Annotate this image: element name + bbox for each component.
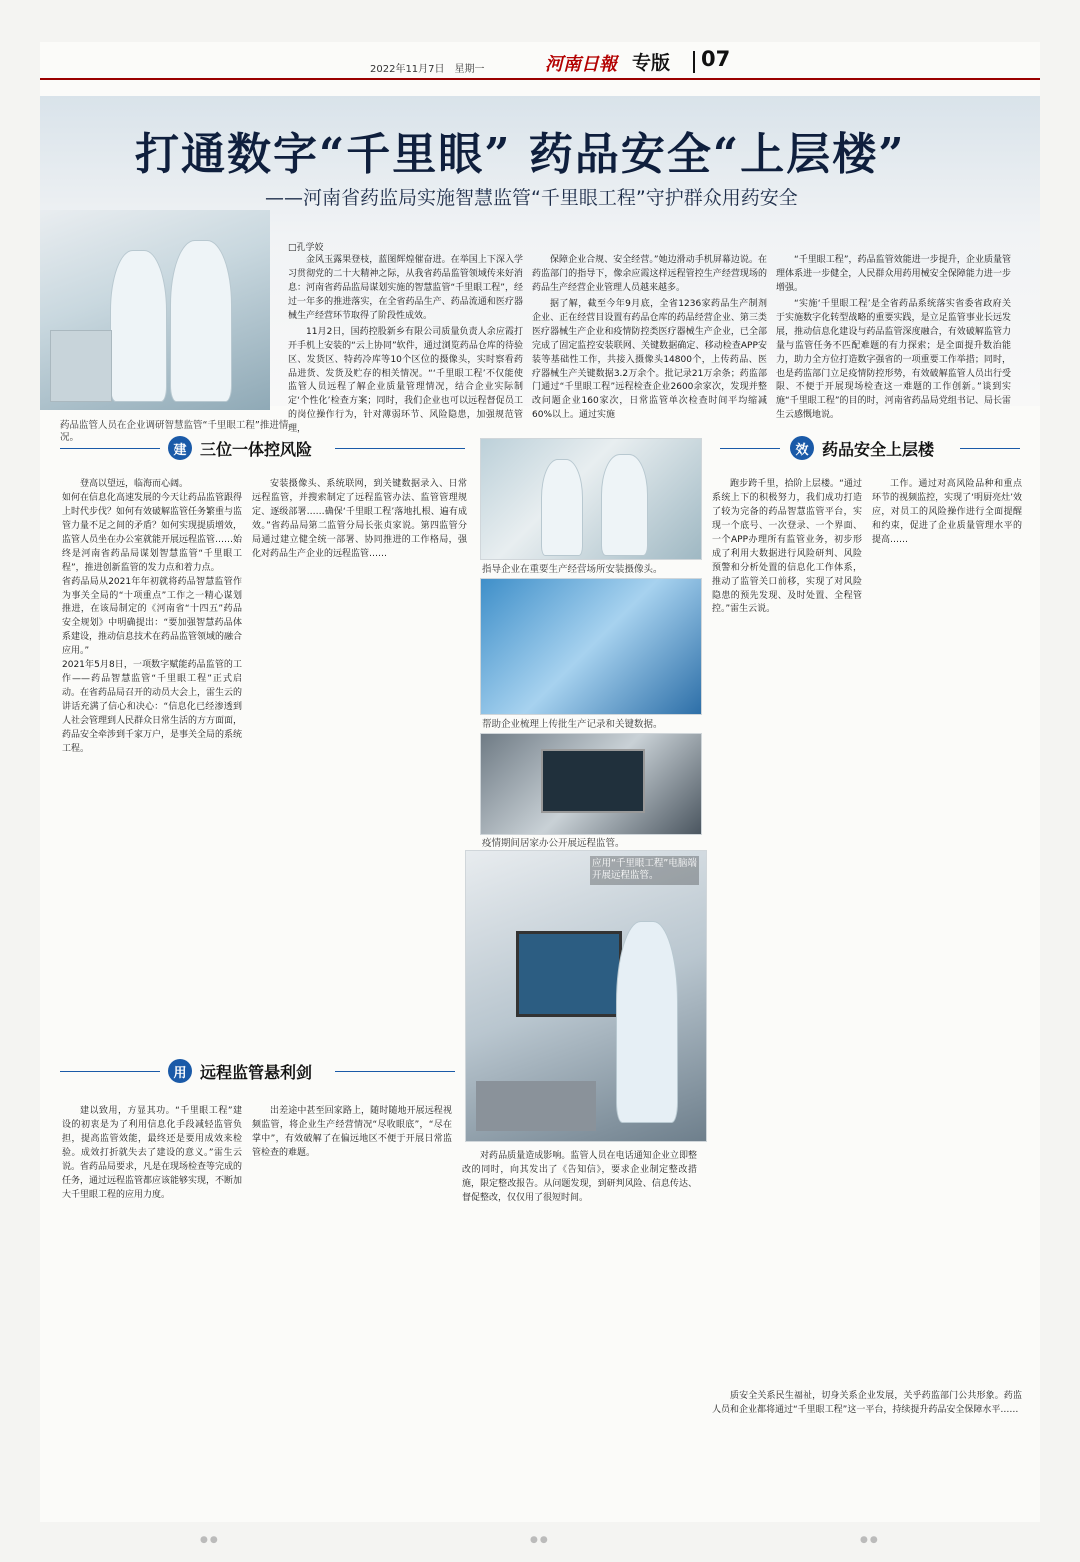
inspector-figure <box>170 240 232 402</box>
page-dots: ●● <box>860 1535 880 1545</box>
section1-column-2 <box>252 478 467 1138</box>
section-text: 跑步跨千里，拾阶上层楼。“通过系统上下的积极努力，我们成功打造了较为完备的药品智慧监管平台，实现一个底号、一次登录、一个界面、一个APP办理所有监管业务，初步形成了利用大数据进行风险研判、风险预警和分析处置的信息化工作体系，推动了监管关口前移，实现了对风险隐患的预先发现、及时处置、全程管控。”雷生云说。 <box>712 479 862 615</box>
photo-caption: 疫情期间居家办公开展远程监管。 <box>482 838 625 849</box>
section-text: 安装摄像头、系统联网，到关键数据录入、日常远程监管，并搜索制定了远程监管办法、监管管理规定、逐级部署……确保‘千里眼工程’落地扎根、遍有成效。”省药品局第二监管分局长张贞家说。第四监管分局通过建立健全统一部署、协同推进的工作格局，强化对药品生产企业的远程监管…… <box>252 479 467 559</box>
section3-column-1 <box>62 1105 242 1520</box>
photo-caption: 帮助企业梳理上传批生产记录和关键数据。 <box>482 719 663 730</box>
inspector-figure <box>110 250 167 402</box>
section-rule <box>960 448 1020 449</box>
section-text: 工作。通过对高风险品种和重点环节的视频监控，实现了‘明厨亮灶’效应，对员工的风险操作进行全面提醒和约束，促进了企业质量管理水平的提高…… <box>872 479 1022 545</box>
photo-caption: 指导企业在重要生产经营场所安装摄像头。 <box>482 564 663 575</box>
person-figure <box>616 921 678 1123</box>
issue-date: 2022年11月7日 星期一 <box>370 64 485 75</box>
intro-column-1 <box>288 254 523 435</box>
section-text: 质安全关系民生福祉，切身关系企业发展，关乎药监部门公共形象。药监人员和企业都将通过“千里眼工程”这一平台，持续提升药品安全保障水平…… <box>712 1391 1022 1415</box>
section-header-yong <box>168 1058 312 1084</box>
section-header-xiao <box>790 435 934 461</box>
section-badge: 用 <box>168 1059 192 1083</box>
desk-shape <box>476 1081 596 1131</box>
monitor-shape <box>541 749 645 813</box>
intro-paragraph: 据了解，截至今年9月底，全省1236家药品生产制剂企业、正在经营目设置有药品仓库的药品经营企业、第三类医疗器械生产企业和疫情防控类医疗器械生产企业，已全部完成了固定监控安装联网、关键数据确定、移动检查APP安装等基础性工作，共接入摄像头14800个，上传药品、医疗器械生产关键数据3.2万余个。批记录21万余条；药监部门通过“千里眼工程”远程检查企业2600余家次，发现并整改问题企业160家次，日常监管单次检查时间平均缩减60%以上。通过实施 <box>532 298 767 421</box>
divider <box>693 51 695 73</box>
section3-column-3 <box>462 1150 697 1520</box>
section2-column-1 <box>712 478 862 1378</box>
section-text: 对药品质量造成影响。监管人员在电话通知企业立即整改的同时，向其发出了《告知信》，要求企业制定整改措施，限定整改报告。从问题发现，到研判风险、信息传达、督促整改，仅仅用了很短时间。 <box>462 1151 697 1203</box>
section-rule <box>720 448 780 449</box>
hero-photo <box>40 210 270 410</box>
section-badge: 建 <box>168 436 192 460</box>
section-title: 三位一体控风险 <box>200 439 313 459</box>
masthead <box>40 42 1040 80</box>
section-text: 出差途中甚至回家路上，随时随地开展远程视频监管，将企业生产经营情况“尽收眼底”，“尽在掌中”，有效破解了在偏远地区不便于开展日常监管检查的难题。 <box>252 1106 452 1158</box>
photo-upload-data <box>480 578 702 715</box>
section-rule <box>60 1071 160 1072</box>
intro-column-3 <box>776 254 1011 421</box>
photo-computer-monitoring <box>465 850 707 1142</box>
equipment-shape <box>50 330 112 402</box>
section-label: 专版 <box>632 52 671 74</box>
headline-title: 打通数字“千里眼” 药品安全“上层楼” <box>135 129 906 180</box>
photo-caption: 应用“千里眼工程”电脑端开展远程监管。 <box>590 856 699 885</box>
person-figure <box>601 454 648 556</box>
intro-paragraph: 保障企业合规、安全经营。”她边滑动手机屏幕边说。在药监部门的指导下，像余应霞这样远程管控生产经营现场的药品生产经营企业管理人员越来越多。 <box>532 255 767 293</box>
section-header-jian <box>168 435 312 461</box>
newspaper-logo: 河南日報 <box>545 54 617 75</box>
intro-paragraph: “实施‘千里眼工程’是全省药品系统落实省委省政府关于实施数字化转型战略的重要实践，是立足监管事业长远发展，推动信息化建设与药品监管深度融合，有效破解监管力量与监管任务不匹配难题的有力探索；是全面提升数治能力，助力全方位打造数字强省的一项重要工作举措；同时，也是药监部门立足疫情防控形势，有效破解监管人员出行受限、不便于开展现场检查这一难题的工作创新。”谈到实施“千里眼工程”的目的时，河南省药品局党组书记、局长雷生云感慨地说。 <box>776 298 1011 421</box>
monitor-shape <box>516 931 622 1017</box>
intro-paragraph: 11月2日，国药控股新乡有限公司质量负责人余应霞打开手机上安装的“云上协同”软件，通过浏览药品仓库的待验区、发货区、特药冷库等10个区位的摄像头，实时察看药品进货、发货及贮存的相关情况。“‘千里眼工程’不仅能使监管人员远程了解企业质量管理情况，结合企业实际制定‘个性化’检查方案；同时，我们企业也可以远程督促员工的岗位操作行为，针对薄弱环节、风险隐患，加强规范管理， <box>288 326 523 435</box>
photo-home-office <box>480 733 702 835</box>
byline: □孔学姣 <box>288 243 324 253</box>
section-text: 建以致用，方显其功。“千里眼工程”建设的初衷是为了利用信息化手段减轻监管负担，提高监管效能，最终还是要用成效来检验。成效打折就失去了建设的意义。”雷生云说。省药品局要求，凡是在现场检查等完成的任务，通过远程监管都应该能够实现，不断加大千里眼工程的应用力度。 <box>62 1106 243 1200</box>
person-figure <box>541 459 583 556</box>
section3-column-2 <box>252 1105 452 1520</box>
section-badge: 效 <box>790 436 814 460</box>
section-title: 远程监管悬利剑 <box>200 1062 313 1082</box>
page-number: 07 <box>701 47 731 71</box>
intro-paragraph: 金风玉露果登枝，蓝图辉煌催奋进。在举国上下深入学习贯彻党的二十大精神之际，从我省药品监管领域传来好消息：河南省药品监局谋划实施的智慧监管“千里眼工程”，经过一年多的推进落实，在全省药品生产、药品流通和医疗器械生产经营环节取得了阶段性成效。 <box>288 255 523 321</box>
section-text: 登高以望远，临海而心阔。 如何在信息化高速发展的今天让药品监管跟得上时代步伐？如何有效破解监管任务繁重与监管力量不足之间的矛盾？如何实现提质增效，监管人员坐在办公室就能开展远程监管……始终是河南省药品局谋划智慧监管“千里眼工程”，推进创新监管的发力点和着力点。 省药品局从2021年年初就将药品智慧监管作为事关全局的“十项重点”工作之一精心谋划推进，在该局制定的《河南省“十四五”药品安全规划》中明确提出：“要加强智慧药品体系建设，推动信息技术在药品监管领域的融合应用。” 2021年5月8日，一项数字赋能药品监管的工作——药品智慧监管“千里眼工程”正式启动。在省药品局召开的动员大会上，雷生云的讲话充满了信心和决心：“信息化已经渗透到人社会管理到人民群众日常生活的方方面面，药品安全牵涉到千家万户，是事关全局的系统工程。 <box>62 479 243 754</box>
page-dots: ●● <box>530 1535 550 1545</box>
photo-install-camera <box>480 438 702 560</box>
intro-column-2 <box>532 254 767 421</box>
hero-photo-caption: 药品监管人员在企业调研智慧监管“千里眼工程”推进情况。 <box>60 420 289 444</box>
section-rule <box>60 448 160 449</box>
section-rule <box>335 448 465 449</box>
section3-column-4 <box>712 1390 1022 1520</box>
section2-column-2 <box>872 478 1022 1378</box>
section-rule <box>335 1071 455 1072</box>
section-title: 药品安全上层楼 <box>822 439 935 459</box>
intro-paragraph: “千里眼工程”，药品监管效能进一步提升，企业质量管理体系进一步健全，人民群众用药用械安全保障能力进一步增强。 <box>776 255 1011 293</box>
page-dots: ●● <box>200 1535 220 1545</box>
headline-subtitle: ——河南省药监局实施智慧监管“千里眼工程”守护群众用药安全 <box>265 187 798 209</box>
